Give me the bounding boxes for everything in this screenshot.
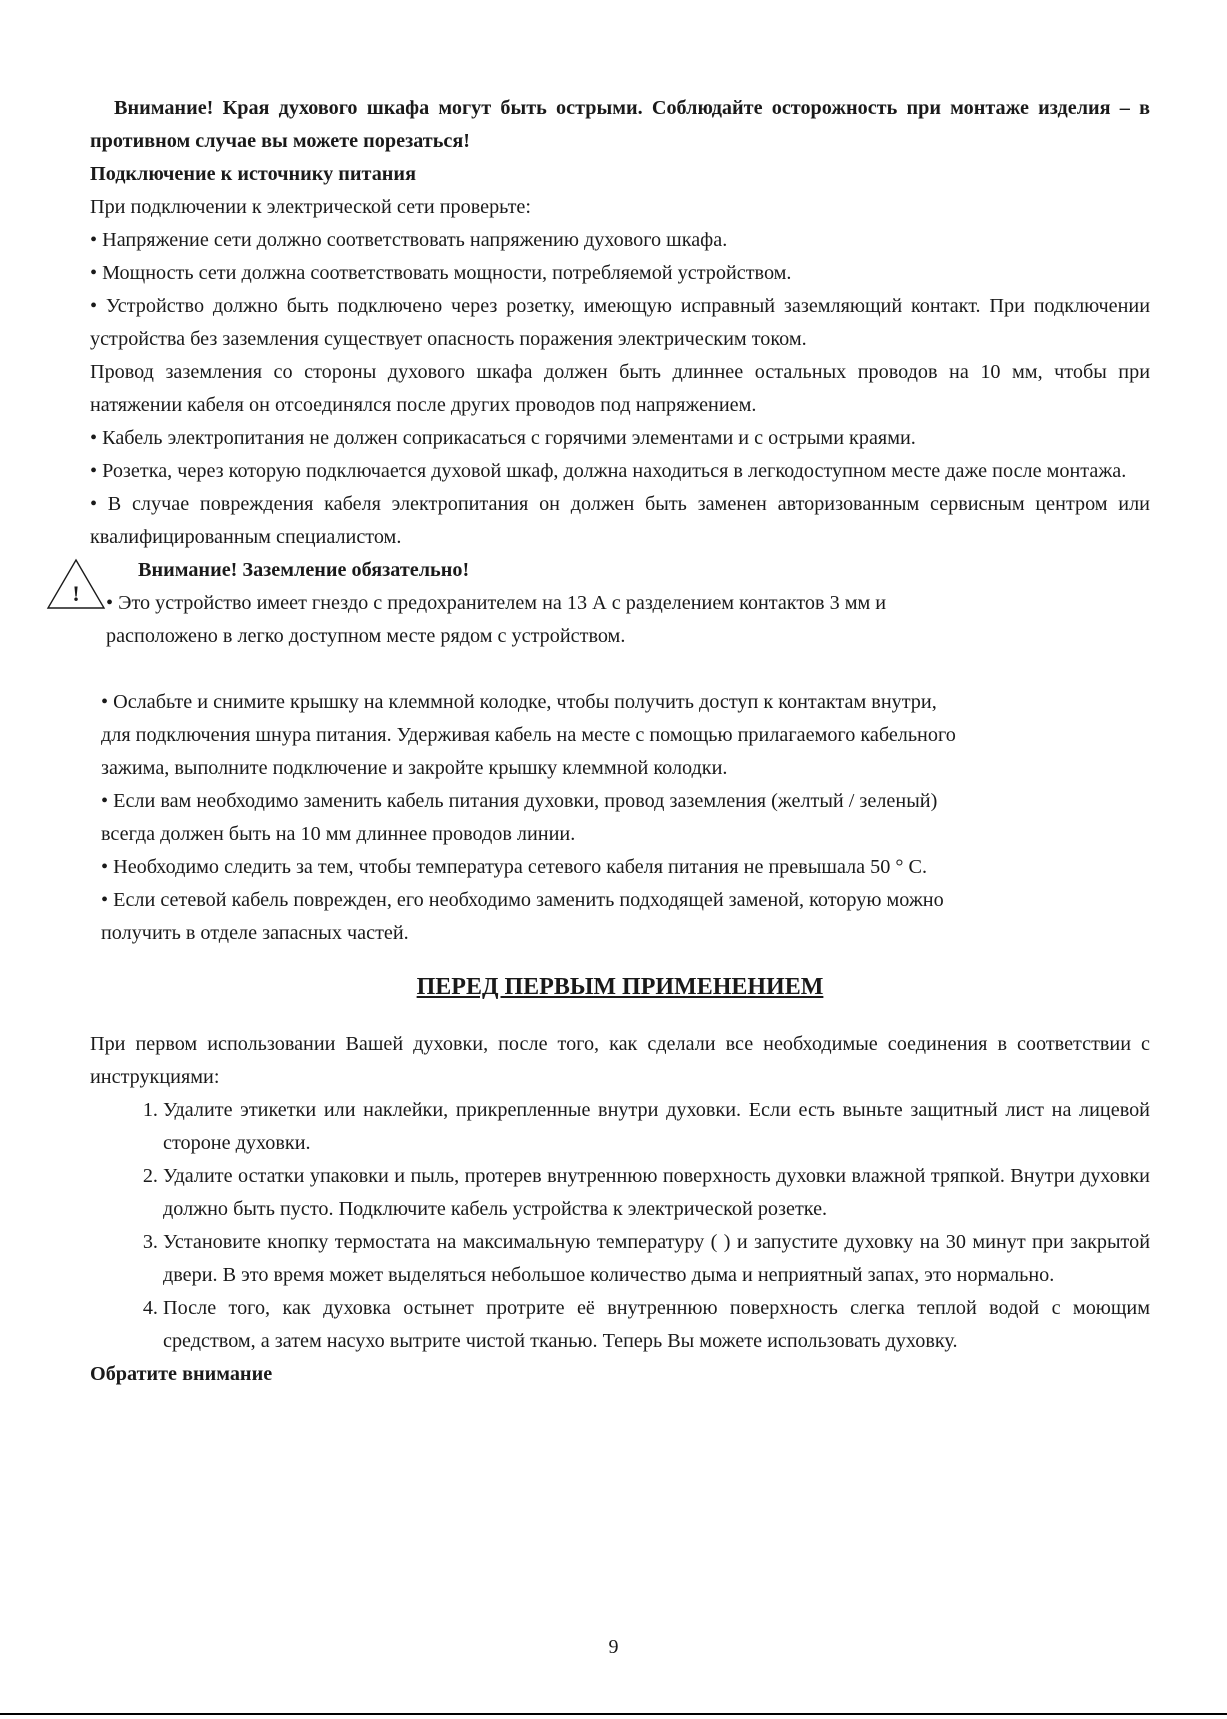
bottom-divider (0, 1713, 1227, 1715)
grounding-warning (72, 554, 1150, 653)
power-bullet-socket-access: • Розетка, через которую подключается духовой шкаф, должна находиться в легкодоступном месте даже после монтажа. (90, 460, 1127, 482)
warning-triangle-icon (46, 558, 106, 610)
first-use-intro: При первом использовании Вашей духовки, после того, как сделали все необходимые соединения в соответствии с инструкциями: (90, 1033, 1150, 1088)
wiring-bullet-temperature: • Необходимо следить за тем, чтобы температура сетевого кабеля питания не превышала 50 ° С. (101, 856, 928, 878)
sharp-edges-warning: Внимание! Края духового шкафа могут быть острыми. Соблюдайте осторожность при монтаже изделия – в противном случае вы можете порезаться! (90, 97, 1150, 152)
grounding-warning-line1: • Это устройство имеет гнездо с предохранителем на 13 А с разделением контактов 3 мм и (106, 592, 887, 614)
first-use-steps (90, 1094, 1150, 1358)
power-bullet-grounded-socket: • Устройство должно быть подключено через розетку, имеющую исправный заземляющий контакт. При подключении устройства без заземления существует опасность поражения электрическим током. (90, 295, 1150, 350)
wiring-bullet-terminal-line3: зажима, выполните подключение и закройте крышку клеммной колодки. (101, 757, 728, 779)
power-bullet-voltage: • Напряжение сети должно соответствовать напряжению духового шкафа. (90, 229, 728, 251)
note-heading: Обратите внимание (90, 1363, 273, 1385)
svg-text:!: ! (72, 581, 80, 606)
wiring-bullet-damaged-line1: • Если сетевой кабель поврежден, его необходимо заменить подходящей заменой, которую можно (101, 889, 944, 911)
wiring-bullet-earth-line1: • Если вам необходимо заменить кабель питания духовки, провод заземления (желтый / зеленый) (101, 790, 938, 812)
first-use-step: 4. После того, как духовка остынет протрите её внутреннюю поверхность слегка теплой водой с моющим средством, а затем насухо вытрите чистой тканью. Теперь Вы можете использовать духовку. (163, 1292, 1150, 1358)
power-bullet-cable-contact: • Кабель электропитания не должен соприкасаться с горячими элементами и с острыми краями. (90, 427, 916, 449)
wiring-bullet-terminal-line2: для подключения шнура питания. Удерживая кабель на месте с помощью прилагаемого кабельного (101, 724, 956, 746)
power-bullet-cable-replacement: • В случае повреждения кабеля электропитания он должен быть заменен авторизованным сервисным центром или квалифицированным специалистом. (90, 493, 1150, 548)
first-use-step: 1. Удалите этикетки или наклейки, прикрепленные внутри духовки. Если есть выньте защитный лист на лицевой стороне духовки. (163, 1094, 1150, 1160)
first-use-title: ПЕРЕД ПЕРВЫМ ПРИМЕНЕНИЕМ (416, 974, 824, 1000)
page-content (72, 92, 1150, 1391)
wiring-bullet-earth-line2: всегда должен быть на 10 мм длиннее проводов линии. (101, 823, 576, 845)
first-use-step: 3. Установите кнопку термостата на максимальную температуру ( ) и запустите духовку на 30 минут при закрытой двери. В это время может выделяться небольшое количество дыма и неприятный запах, это нормально. (163, 1226, 1150, 1292)
wiring-bullet-terminal-line1: • Ослабьте и снимите крышку на клеммной колодке, чтобы получить доступ к контактам внутри, (101, 691, 937, 713)
grounding-warning-line2: расположено в легко доступном месте рядом с устройством. (106, 625, 626, 647)
grounding-warning-title: Внимание! Заземление обязательно! (138, 559, 470, 581)
wiring-bullet-damaged-line2: получить в отделе запасных частей. (101, 922, 409, 944)
power-section-heading: Подключение к источнику питания (90, 163, 416, 185)
ground-wire-paragraph: Провод заземления со стороны духового шкафа должен быть длиннее остальных проводов на 10 мм, чтобы при натяжении кабеля он отсоединялся после других проводов под напряжением. (90, 361, 1150, 416)
page-number: 9 (608, 1636, 619, 1658)
first-use-step: 2. Удалите остатки упаковки и пыль, протерев внутреннюю поверхность духовки влажной тряпкой. Внутри духовки должно быть пусто. Подключите кабель устройства к электрической розетке. (163, 1160, 1150, 1226)
power-bullet-capacity: • Мощность сети должна соответствовать мощности, потребляемой устройством. (90, 262, 792, 284)
power-intro: При подключении к электрической сети проверьте: (90, 196, 531, 218)
